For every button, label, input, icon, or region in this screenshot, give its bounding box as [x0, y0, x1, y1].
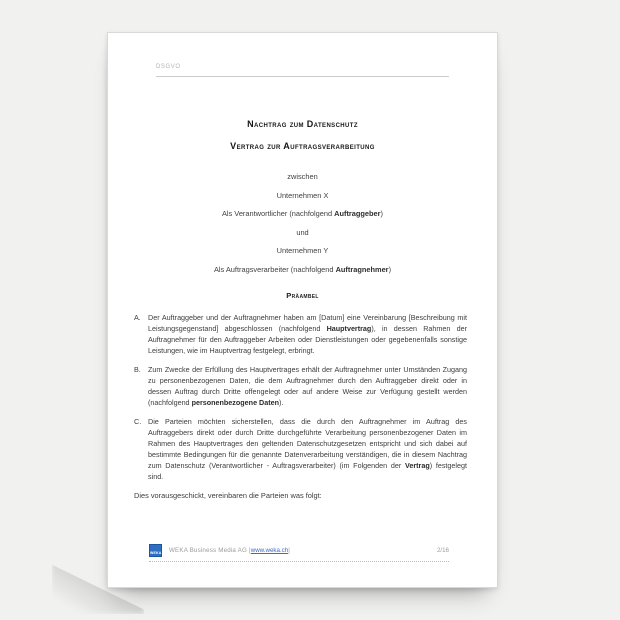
- footer-row: [149, 544, 449, 562]
- clause-a: [134, 312, 467, 356]
- clause-b-term: personenbezogene Daten: [191, 397, 280, 407]
- party2-name: Unternehmen Y: [276, 246, 329, 256]
- parties-conjunction: und: [296, 227, 309, 237]
- party1-role: [108, 210, 497, 218]
- party1-role-pre: Als Verantwortlicher (nachfolgend: [221, 209, 335, 219]
- clause-c-term: Vertrag: [404, 460, 430, 470]
- party1-role-post: ): [380, 209, 384, 219]
- document-page: [107, 32, 498, 588]
- party2-role: [108, 266, 497, 274]
- clause-a-label: A.: [134, 312, 141, 322]
- parties-block: [108, 173, 497, 274]
- clause-a-post: ), in dessen Rahmen der Auftragnehmer für den Auftraggeber Arbeiten oder Dienstleistungen oder gegebenenfalls sonstige Leistungen, wie im Hauptvertrag festgelegt, erbringt.: [148, 323, 467, 355]
- party2-role-pre: Als Auftragsverarbeiter (nachfolgend: [213, 264, 336, 274]
- header-label: DSGVO: [156, 64, 181, 70]
- weka-logo-icon: [149, 544, 162, 557]
- clause-c-text: [148, 416, 467, 482]
- party2-role-term: Auftragnehmer: [335, 264, 389, 274]
- clause-a-text: [148, 312, 467, 356]
- document-subtitle: Vertrag zur Auftragsverarbeitung: [230, 141, 375, 151]
- clause-b-label: B.: [134, 364, 141, 374]
- document-header: [156, 55, 449, 77]
- preamble-clauses: [134, 312, 467, 482]
- party2-role-post: ): [388, 264, 392, 274]
- weka-logo-label: WEKA: [150, 551, 162, 555]
- clause-a-term: Hauptvertrag: [326, 323, 372, 333]
- footer-text-suffix: |: [288, 547, 291, 554]
- section-heading-praeambel: Präambel: [286, 290, 319, 300]
- closing-line: Dies vorausgeschickt, vereinbaren die Parteien was folgt:: [134, 490, 322, 500]
- clause-c-pre: Die Parteien möchten sicherstellen, dass die durch den Auftragnehmer im Auftrag des Auftraggebers direkt oder durch Dritte durchgeführte Verarbeitung personenbezogener Daten im Rahmen des Hauptvertrages den geltenden Datenschutzgesetzen entspricht und sich dabei auf bestimmte Bedingungen für die genannte Datenverarbeitung verständigen, die in diesem Nachtrag zum Datenschutz (Verantwortlicher - Auftragsverarbeiter) (im Folgenden der: [148, 416, 467, 470]
- party1-name: Unternehmen X: [276, 190, 329, 200]
- page-number: 2/16: [436, 547, 449, 554]
- title-block: [108, 119, 497, 151]
- document-title: Nachtrag zum Datenschutz: [247, 119, 358, 129]
- clause-b: [134, 364, 467, 408]
- clause-b-text: [148, 364, 467, 408]
- clause-b-post: ).: [279, 397, 284, 407]
- clause-b-pre: Zum Zwecke der Erfüllung des Hauptvertrages erhält der Auftragnehmer unter Umständen Zugang zu personenbezogenen Daten, die dem Auftragnehmer durch den Auftraggeber direkt oder in dessen Auftrag durch Dritte offengelegt oder auf andere Weise zur Verfügung gestellt werden (nachfolgend: [148, 364, 467, 407]
- footer-company-text: WEKA Business Media AG |: [169, 547, 251, 554]
- clause-c: [134, 416, 467, 482]
- clause-a-pre: Der Auftraggeber und der Auftragnehmer haben am [Datum] eine Vereinbarung [Beschreibung mit Leistungsgegenstand] abgeschlossen (nachfolgend: [148, 312, 467, 333]
- clause-c-post: ) festgelegt sind.: [148, 460, 468, 481]
- party1-role-term: Auftraggeber: [334, 209, 381, 219]
- footer-link[interactable]: www.weka.ch: [250, 547, 289, 554]
- document-footer: [149, 544, 449, 562]
- parties-intro: zwischen: [287, 172, 318, 181]
- clause-c-label: C.: [134, 416, 142, 426]
